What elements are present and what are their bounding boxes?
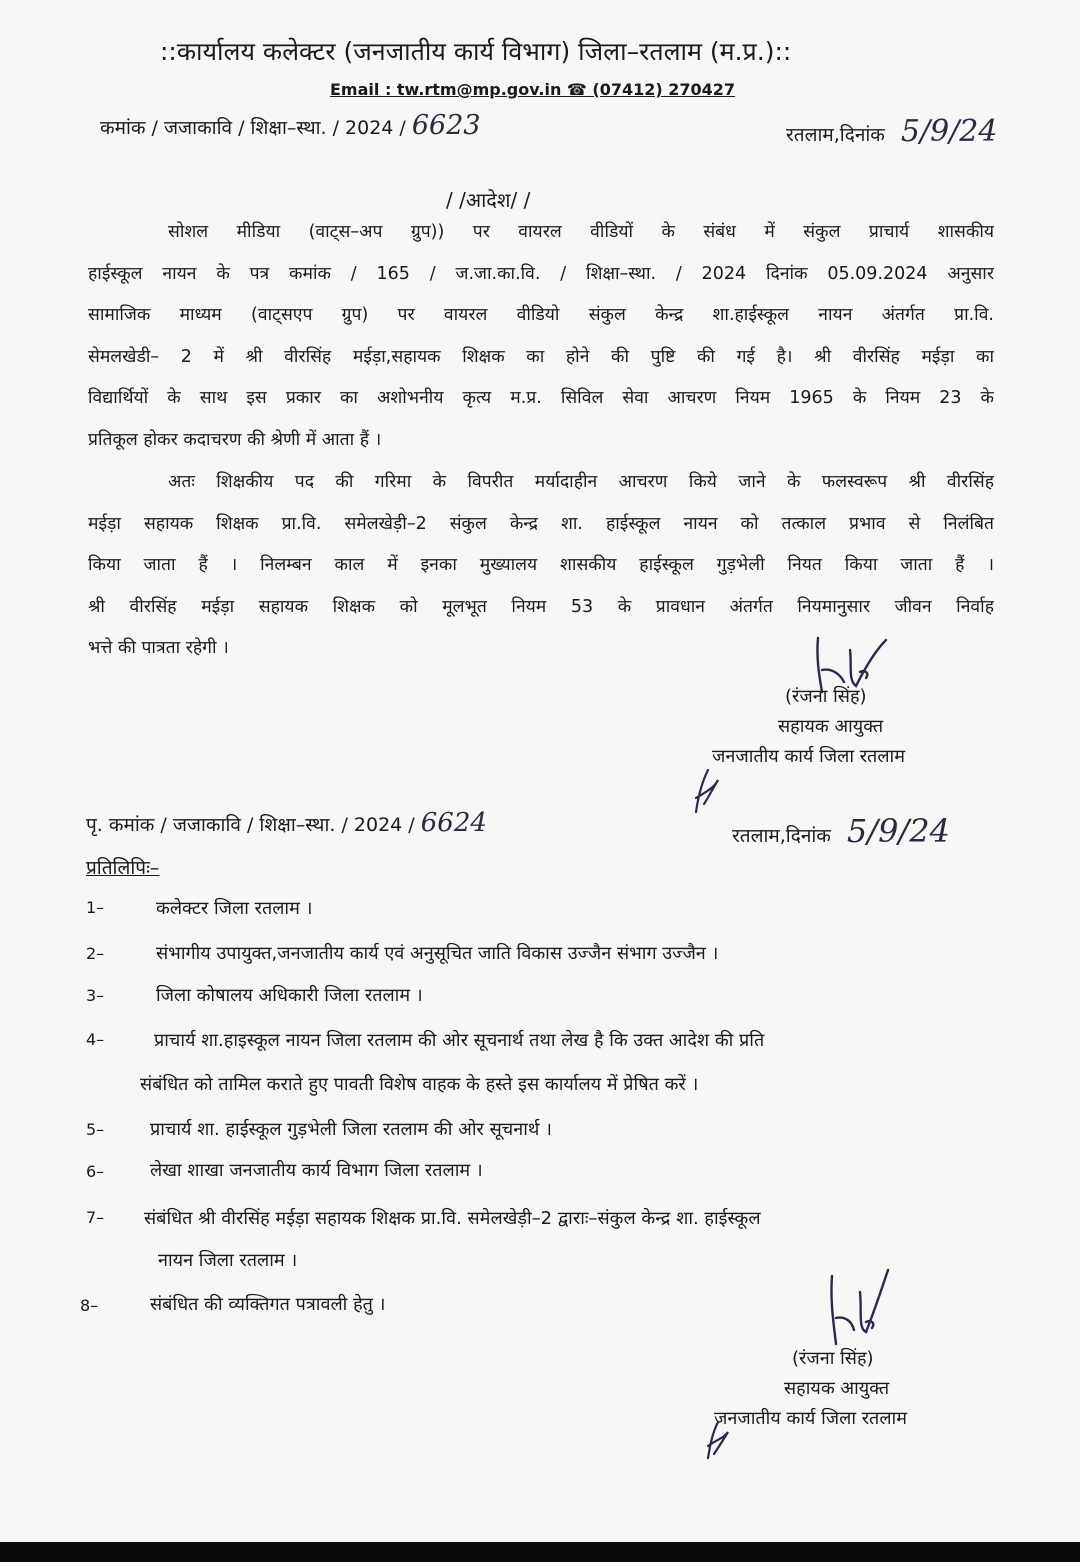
signature-scribble (818, 1262, 898, 1352)
order-paragraph-1 (88, 212, 994, 461)
order-heading: / /आदेश/ / (446, 188, 531, 212)
copy-item-text: कलेक्टर जिला रतलाम । (156, 898, 313, 919)
copy-item-number: 4– (86, 1030, 105, 1049)
signatory-office: जनजातीय कार्य जिला रतलाम (712, 746, 905, 767)
reference-prefix: कमांक / जजाकावि / शिक्षा–स्था. / 2024 / (100, 117, 406, 139)
paragraph-line: विद्यार्थियों के साथ इस प्रकार का अशोभनीय कृत्य म.प्र. सिविल सेवा आचरण नियम 1965 के नियम 23 के (88, 388, 994, 408)
copy-item-text: नायन जिला रतलाम । (158, 1250, 298, 1271)
place-date (786, 114, 997, 149)
copy-item-text: संबंधित की व्यक्तिगत पत्रावली हेतु । (150, 1294, 386, 1315)
copy-item-text: प्राचार्य शा. हाईस्कूल गुड़भेली जिला रतलाम की ओर सूचनार्थ । (150, 1119, 552, 1140)
reference-number: 6623 (411, 110, 481, 141)
contact-line: Email : tw.rtm@mp.gov.in ☎ (07412) 270427 (330, 80, 736, 99)
signatory-designation: सहायक आयुक्त (778, 716, 884, 737)
order-reference (100, 110, 481, 141)
office-title: ::कार्यालय कलेक्टर (जनजातीय कार्य विभाग) जिला–रतलाम (म.प्र.):: (160, 37, 792, 66)
copy-item-text: संबंधित श्री वीरसिंह मईड़ा सहायक शिक्षक प्रा.वि. समेलखेड़ी–2 द्वाराः–संकुल केन्द्र शा. हाईस्कूल (144, 1208, 761, 1229)
initial-mark (688, 768, 728, 814)
bottom-edge (0, 1542, 1080, 1562)
paragraph-line: सामाजिक माध्यम (वाट्सएप ग्रुप) पर वायरल वीडियो संकुल केन्द्र शा.हाईस्कूल नायन अंतर्गत प्रा.वि. (88, 305, 994, 325)
paragraph-line: अतः शिक्षकीय पद की गरिमा के विपरीत मर्यादाहीन आचरण किये जाने के फलस्वरूप श्री वीरसिंह (168, 472, 994, 492)
copy-item-number: 2– (86, 944, 105, 963)
copy-label: प्रतिलिपिः– (86, 857, 160, 879)
paragraph-line: सोशल मीडिया (वाट्स–अप ग्रुप)) पर वायरल वीडियों के संबंध में संकुल प्राचार्य शासकीय (168, 222, 994, 242)
signatory-office: जनजातीय कार्य जिला रतलाम (714, 1408, 907, 1429)
copy-item-text: जिला कोषालय अधिकारी जिला रतलाम । (156, 985, 423, 1006)
copy-item-number: 8– (80, 1296, 99, 1315)
place-date-label: रतलाम,दिनांक (786, 124, 885, 146)
paragraph-line: सेमलखेडी– 2 में श्री वीरसिंह मईड़ा,सहायक शिक्षक का होने की पुष्टि की गई है। श्री वीरसिंह मईड़ा का (88, 346, 994, 367)
endorsement-prefix: पृ. कमांक / जजाकावि / शिक्षा–स्था. / 2024 / (86, 814, 415, 836)
copy-item-text: लेखा शाखा जनजातीय कार्य विभाग जिला रतलाम । (150, 1160, 483, 1181)
copy-item-text: प्राचार्य शा.हाइस्कूल नायन जिला रतलाम की ओर सूचनार्थ तथा लेख है कि उक्त आदेश की प्रति (154, 1030, 765, 1051)
copy-item-number: 6– (86, 1162, 105, 1181)
endorsement-reference (86, 808, 487, 838)
copy-item-number: 3– (86, 986, 105, 1005)
paragraph-line: प्रतिकूल होकर कदाचरण की श्रेणी में आता हैं । (88, 429, 382, 450)
order-date: 5/9/24 (900, 114, 998, 149)
signatory-name: (रंजना सिंह) (792, 1348, 874, 1369)
copy-item-text: संभागीय उपायुक्त,जनजातीय कार्य एवं अनुसूचित जाति विकास उज्जैन संभाग उज्जैन । (156, 943, 719, 964)
signatory-designation: सहायक आयुक्त (784, 1378, 890, 1399)
paragraph-line: श्री वीरसिंह मईड़ा सहायक शिक्षक को मूलभूत नियम 53 के प्रावधान अंतर्गत नियमानुसार जीवन निर्वाह (88, 596, 994, 617)
paragraph-line: हाईस्कूल नायन के पत्र कमांक / 165 / ज.जा.का.वि. / शिक्षा–स्था. / 2024 दिनांक 05.09.2024 अनुसार (88, 263, 994, 284)
endorsement-place-date (732, 812, 950, 850)
copy-item-number: 5– (86, 1120, 105, 1139)
endorsement-number: 6624 (420, 808, 487, 838)
paragraph-line: किया जाता हैं । निलम्बन काल में इनका मुख्यालय शासकीय हाईस्कूल गुड़भेली नियत किया जाता हैं । (88, 555, 994, 575)
copy-item-number: 1– (86, 898, 105, 917)
initial-mark (700, 1418, 734, 1462)
endorsement-date: 5/9/24 (846, 812, 950, 850)
paragraph-line: भत्ते की पात्रता रहेगी । (88, 638, 229, 658)
paragraph-line: मईड़ा सहायक शिक्षक प्रा.वि. समेलखेड़ी–2 संकुल केन्द्र शा. हाईस्कूल नायन को तत्काल प्रभाव से निलंबित (88, 513, 994, 534)
copy-item-number: 7– (86, 1208, 105, 1227)
signatory-name: (रंजना सिंह) (785, 686, 867, 707)
place-date-label: रतलाम,दिनांक (732, 825, 831, 847)
copy-item-text: संबंधित को तामिल कराते हुए पावती विशेष वाहक के हस्ते इस कार्यालय में प्रेषित करें । (140, 1074, 699, 1095)
